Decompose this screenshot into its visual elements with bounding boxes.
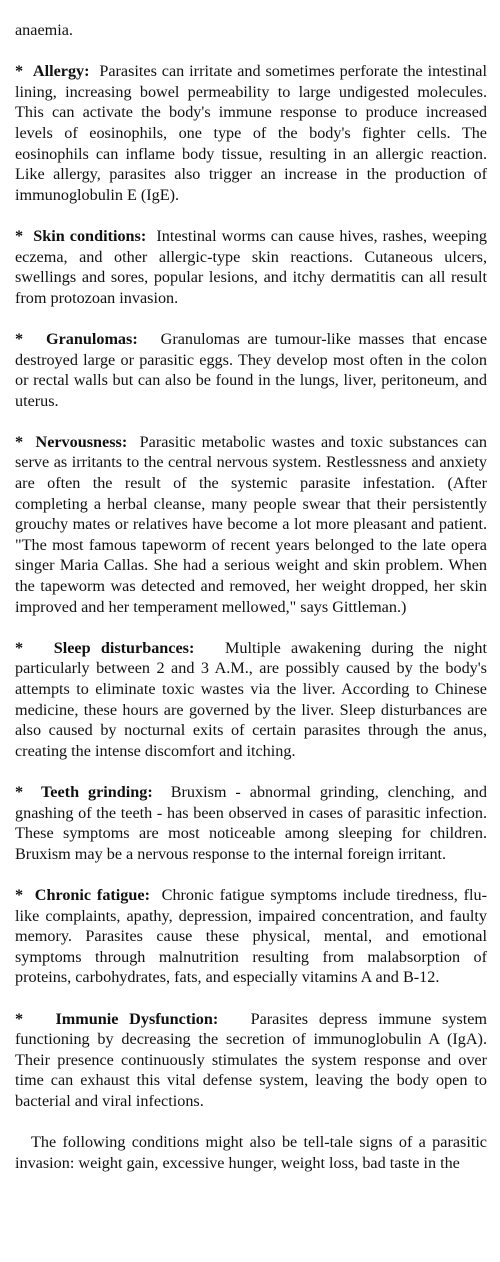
entry-star: * — [15, 885, 24, 904]
document-page — [15, 20, 487, 1194]
entry-skin-conditions — [15, 226, 487, 308]
entry-heading: Teeth grinding: — [41, 782, 153, 801]
entry-star: * — [15, 62, 24, 81]
closing-text: The following conditions might also be tell-tale signs of a parasitic invasion: weight gain, excessive hunger, weight loss, bad taste in the — [15, 1133, 487, 1172]
entry-allergy — [15, 61, 487, 205]
entry-sleep-disturbances — [15, 638, 487, 762]
entry-heading: Granulomas: — [45, 329, 138, 348]
entry-body: Intestinal worms can cause hives, rashes, weeping eczema, and other allergic-type skin reactions. Cutaneous ulcers, swellings and sores, popular lesions, and itchy dermatitis can all result from protozoan invasion. — [15, 226, 488, 307]
entry-body: Chronic fatigue symptoms include tiredness, flu-like complaints, apathy, depression, impaired concentration, and faulty memory. Parasites cause these physical, mental, and emotional symptoms through malnutrition resulting from malabsorption of proteins, carbohydrates, fats, and especially vitamins A and B-12. — [15, 885, 488, 987]
entry-heading: Chronic fatigue: — [34, 885, 150, 904]
entry-heading: Skin conditions: — [33, 226, 147, 245]
entry-star: * — [15, 1009, 24, 1028]
entry-star: * — [15, 226, 24, 245]
entry-nervousness — [15, 432, 487, 617]
entry-body: Granulomas are tumour-like masses that encase destroyed large or parasitic eggs. They develop most often in the colon or rectal walls but can also be found in the lungs, liver, peritoneum, and uterus. — [15, 329, 488, 410]
entry-star: * — [15, 329, 24, 348]
entry-star: * — [15, 432, 24, 451]
entry-teeth-grinding — [15, 782, 487, 864]
entry-granulomas — [15, 329, 487, 411]
entry-body: Multiple awakening during the night particularly between 2 and 3 A.M., are possibly caused by the body's attempts to eliminate toxic wastes via the liver. According to Chinese medicine, these hours are governed by the liver. Sleep disturbances are also caused by nocturnal exits of certain parasites through the anus, creating the intense discomfort and itching. — [15, 638, 488, 760]
entry-body: Parasites can irritate and sometimes perforate the intestinal lining, increasing bowel permeability to large undigested molecules. This can activate the body's immune response to produce increased levels of eosinophils, one type of the body's fighter cells. The eosinophils can inflame body tissue, resulting in an allergic reaction. Like allergy, parasites also trigger an increase in the production of immunoglobulin E (IgE). — [15, 62, 487, 204]
entry-body: Bruxism - abnormal grinding, clenching, and gnashing of the teeth - has been observed in cases of parasitic infection. These symptoms are most noticeable among sleeping for children. Bruxism may be a nervous response to the internal foreign irritant. — [15, 782, 487, 863]
entry-star: * — [15, 638, 24, 657]
lead-text: anaemia. — [15, 21, 73, 39]
entry-heading: Nervousness: — [35, 432, 128, 451]
entry-heading: Immunie Dysfunction: — [55, 1009, 219, 1028]
entry-immune-dysfunction — [15, 1009, 487, 1112]
entry-star: * — [15, 782, 24, 801]
entry-chronic-fatigue — [15, 885, 487, 988]
entry-body: Parasitic metabolic wastes and toxic substances can serve as irritants to the central nervous system. Restlessness and anxiety are often the result of the systemic parasite infestation. (After completing a herbal cleanse, many people swear that their persistently grouchy mates or relatives have become a lot more pleasant and patient. "The most famous tapeworm of recent years belonged to the late opera singer Maria Callas. She had a serious weight and skin problem. When the tapeworm was detected and removed, her weight dropped, her skin improved and her temperament mellowed," says Gittleman.) — [15, 432, 488, 616]
entry-heading: Allergy: — [32, 62, 90, 81]
entry-body: Parasites depress immune system functioning by decreasing the secretion of immunoglobulin A (IgA). Their presence continuously stimulates the system response and over time can exhaust this vital defense system, leaving the body open to bacterial and viral infections. — [15, 1009, 488, 1110]
entry-heading: Sleep disturbances: — [53, 638, 195, 657]
